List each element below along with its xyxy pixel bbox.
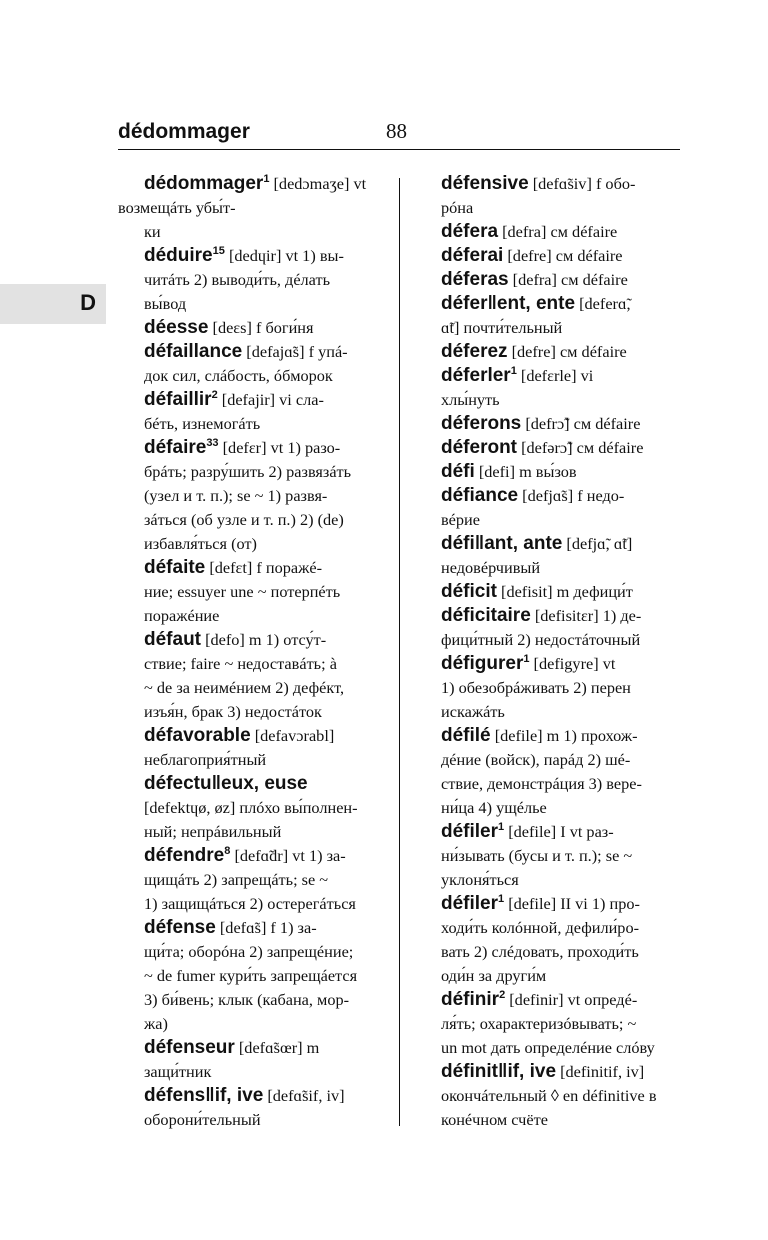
entry-text: [defre] см défaire <box>503 246 623 265</box>
dictionary-entry <box>415 580 682 604</box>
column-divider <box>399 178 400 1126</box>
entry-text: брáть; разру́шить 2) развязáть <box>144 462 352 481</box>
entry-text: [definir] vt опредé- <box>505 990 638 1009</box>
entry-text: ни́ца 4) ущéлье <box>441 798 547 817</box>
entry-text: [defɛt] f поражé- <box>205 558 322 577</box>
dictionary-entry <box>118 844 385 916</box>
entry-text: ни́зывать (бусы и т. п.); se ~ <box>441 846 633 865</box>
entry-text: 3) би́вень; клык (кабана, мор- <box>144 990 350 1009</box>
entry-headword: défenseur <box>144 1037 235 1058</box>
entry-headword: définit‖if, ive <box>441 1061 557 1082</box>
entry-text: рóна <box>441 198 474 217</box>
conjugation-number: 15 <box>212 245 225 257</box>
entry-text: зáться (об узле и т. п.) 2) (de) <box>144 510 344 529</box>
entry-text: поражéние <box>144 606 220 625</box>
dictionary-entry <box>118 724 385 772</box>
entry-text: [dedɔmaʒe] vt возмещáть убы́т- <box>118 174 367 217</box>
entry-text: [defre] см défaire <box>507 342 627 361</box>
entry-text: [defərɔ̃] см défaire <box>517 438 644 457</box>
entry-text: [defra] см défaire <box>498 222 618 241</box>
dictionary-entry <box>118 556 385 628</box>
entry-text: хлы́нуть <box>441 390 500 409</box>
entry-headword: défavorable <box>144 725 251 746</box>
entry-headword: déferas <box>441 269 509 290</box>
running-header <box>118 116 680 150</box>
entry-text: [defɛr] vt 1) разо- <box>218 438 341 457</box>
entry-text: [defo] m 1) отсу́т- <box>201 630 327 649</box>
dictionary-entry <box>415 820 682 892</box>
dictionary-entry <box>415 436 682 460</box>
entry-text: [defjɑ̃s] f недо- <box>518 486 625 505</box>
dictionary-entry <box>118 172 385 244</box>
dictionary-entry <box>415 484 682 532</box>
dictionary-entry <box>415 244 682 268</box>
entry-text: [defrɔ̃] см défaire <box>521 414 641 433</box>
entry-text: [defile] m 1) прохож- <box>490 726 638 745</box>
conjugation-number: 8 <box>224 845 231 857</box>
thumb-index-letter: D <box>80 290 96 315</box>
entry-text: изъя́н, брак 3) недостáток <box>144 702 322 721</box>
dictionary-entry <box>415 364 682 412</box>
entry-headword: déficit <box>441 581 497 602</box>
entry-headword: défense <box>144 917 216 938</box>
entry-headword: défaillir$^2$ <box>144 389 218 410</box>
thumb-index-tab <box>0 284 106 324</box>
entry-headword: déferons <box>441 413 522 434</box>
entry-text: дéние (войск), парáд 2) шé- <box>441 750 631 769</box>
entry-text: вы́вод <box>144 294 187 313</box>
entry-text: [definitif, iv] <box>556 1062 645 1081</box>
entry-headword: défaut <box>144 629 201 650</box>
entry-text: ~ de за неимéнием 2) дефéкт, <box>144 678 345 697</box>
entry-text: [defajir] vi сла- <box>217 390 324 409</box>
conjugation-number: 1 <box>263 173 270 185</box>
entry-headword: déduire$^{15}$ <box>144 245 225 266</box>
entry-text: ~ de fumer кури́ть запрещáется <box>144 966 358 985</box>
entry-headword: dédommager$^1$ <box>144 173 270 194</box>
entry-text: [deferɑ̃, <box>575 294 631 313</box>
entry-text: [defisit] m дефици́т <box>496 582 633 601</box>
entry-text: [defi] m вы́зов <box>474 462 577 481</box>
entry-headword: déferler$^1$ <box>441 365 517 386</box>
dictionary-entry <box>118 772 385 844</box>
entry-text: ствие, демонстрáция 3) вере- <box>441 774 642 793</box>
entry-headword: défendre$^8$ <box>144 845 231 866</box>
entry-headword: défensive <box>441 173 529 194</box>
entry-headword: déesse <box>144 317 209 338</box>
entry-text: [defektɥø, øz] плóхо вы́полнен- <box>144 798 358 817</box>
entry-text: оборони́тельный <box>144 1110 261 1129</box>
dictionary-entry <box>415 340 682 364</box>
entry-text: [defajɑ̃s] f упá- <box>242 342 348 361</box>
dictionary-entry <box>415 292 682 340</box>
dictionary-entry <box>415 604 682 652</box>
right-column <box>415 172 682 1132</box>
entry-text: вать 2) слéдовать, проходи́ть <box>441 942 639 961</box>
entry-text: [defile] II vi 1) про- <box>504 894 640 913</box>
entry-text: [defɑ̃sœr] m <box>234 1038 320 1057</box>
entry-headword: défi‖ant, ante <box>441 533 563 554</box>
entry-text: жа) <box>144 1014 168 1033</box>
entry-headword: défer‖ent, ente <box>441 293 576 314</box>
dictionary-entry <box>118 388 385 436</box>
entry-headword: défens‖if, ive <box>144 1085 264 1106</box>
entry-text: 1) защищáться 2) остерегáться <box>144 894 356 913</box>
dictionary-entry <box>415 532 682 580</box>
dictionary-entry <box>415 652 682 724</box>
dictionary-entry <box>415 724 682 820</box>
entry-text: избавля́ться (от) <box>144 534 257 553</box>
dictionary-entry <box>415 172 682 220</box>
dictionary-entry <box>118 1084 385 1132</box>
entry-text: уклоня́ться <box>441 870 519 889</box>
entry-text: защи́тник <box>144 1062 212 1081</box>
entry-text: 1) обезобрáживать 2) перен <box>441 678 631 697</box>
entry-text: (узел и т. п.); se ~ 1) развя- <box>144 486 328 505</box>
entry-text: ный; непрáвильный <box>144 822 282 841</box>
entry-text: оди́н за други́м <box>441 966 547 985</box>
dictionary-entry <box>118 340 385 388</box>
entry-text: [defile] I vt раз- <box>504 822 614 841</box>
entry-text: [deɛs] f боги́ня <box>208 318 314 337</box>
header-rule <box>118 149 680 150</box>
entry-text: [defɑ̃siv] f обо- <box>528 174 636 193</box>
left-column <box>118 172 385 1132</box>
entry-headword: déficitaire <box>441 605 531 626</box>
entry-text: читáть 2) выводи́ть, дéлать <box>144 270 331 289</box>
conjugation-number: 1 <box>510 365 517 377</box>
entry-headword: défigurer$^1$ <box>441 653 530 674</box>
entry-text: окончáтельный ◊ en définitive в <box>441 1086 657 1105</box>
entry-text: конéчном счёте <box>441 1110 548 1129</box>
entry-headword: déferont <box>441 437 517 458</box>
page-number: 88 <box>386 119 407 143</box>
entry-text: [defɑ̃sif, iv] <box>263 1086 345 1105</box>
entry-text: ɑ̃t] почти́тельный <box>441 318 563 337</box>
entry-text: ходи́ть колóнной, дефили́ро- <box>441 918 640 937</box>
entry-text: вéрие <box>441 510 480 529</box>
dictionary-entry <box>415 1060 682 1132</box>
dictionary-entry <box>415 412 682 436</box>
entry-text: ствие; faire ~ недоставáть; à <box>144 654 337 673</box>
conjugation-number: 1 <box>498 821 505 833</box>
entry-text: [defɑ̃s] f 1) за- <box>215 918 317 937</box>
entry-text: искажáть <box>441 702 505 721</box>
entry-headword: défiance <box>441 485 519 506</box>
entry-text: фици́тный 2) недостáточный <box>441 630 641 649</box>
entry-text: ля́ть; охарактеризóвывать; ~ <box>441 1014 637 1033</box>
conjugation-number: 1 <box>498 893 505 905</box>
dictionary-entry <box>118 916 385 1036</box>
entry-text: док сил, слáбость, óбморок <box>144 366 333 385</box>
conjugation-number: 1 <box>523 653 530 665</box>
entry-text: [defigyre] vt <box>529 654 616 673</box>
entry-headword: défiler$^1$ <box>441 821 505 842</box>
entry-text: [defjɑ̃, ɑ̃t] <box>562 534 633 553</box>
entry-headword: défi <box>441 461 475 482</box>
entry-headword: défectu‖eux, euse <box>144 773 308 794</box>
entry-headword: déferez <box>441 341 508 362</box>
entry-text: неблагоприя́тный <box>144 750 267 769</box>
entry-headword: défaire$^{33}$ <box>144 437 219 458</box>
entry-text: [defɑ̃dr] vt 1) за- <box>230 846 346 865</box>
entry-text: недовéрчивый <box>441 558 541 577</box>
entry-text: ние; essuyer une ~ потерпéть <box>144 582 341 601</box>
running-headword: dédommager <box>118 120 250 143</box>
entry-headword: défaillance <box>144 341 243 362</box>
dictionary-entry <box>118 436 385 556</box>
dictionary-entry <box>118 1036 385 1084</box>
entry-text: бéть, изнемогáть <box>144 414 261 433</box>
entry-text: [defavɔrabl] <box>250 726 335 745</box>
entry-headword: défera <box>441 221 499 242</box>
entry-text: щищáть 2) запрещáть; se ~ <box>144 870 329 889</box>
conjugation-number: 2 <box>211 389 218 401</box>
entry-headword: défaite <box>144 557 206 578</box>
dictionary-entry <box>415 268 682 292</box>
entry-text: щи́та; оборóна 2) запрещéние; <box>144 942 354 961</box>
dictionary-entry <box>118 628 385 724</box>
entry-text: un mot дать определéние слóву <box>441 1038 655 1057</box>
dictionary-entry <box>415 460 682 484</box>
entry-text: ки <box>144 222 161 241</box>
entry-headword: défiler$^1$ <box>441 893 505 914</box>
dictionary-entry <box>415 892 682 988</box>
entry-headword: défilé <box>441 725 491 746</box>
entry-text: [dedɥir] vt 1) вы- <box>224 246 344 265</box>
entry-headword: définir$^2$ <box>441 989 506 1010</box>
dictionary-entry <box>118 244 385 316</box>
conjugation-number: 33 <box>206 437 219 449</box>
dictionary-entry <box>118 316 385 340</box>
entry-text: [defɛrle] vi <box>516 366 594 385</box>
entry-text: [defra] см défaire <box>508 270 628 289</box>
dictionary-entry <box>415 220 682 244</box>
entry-text: [defisitɛr] 1) де- <box>530 606 642 625</box>
conjugation-number: 2 <box>499 989 506 1001</box>
entry-headword: déferai <box>441 245 504 266</box>
dictionary-entry <box>415 988 682 1060</box>
